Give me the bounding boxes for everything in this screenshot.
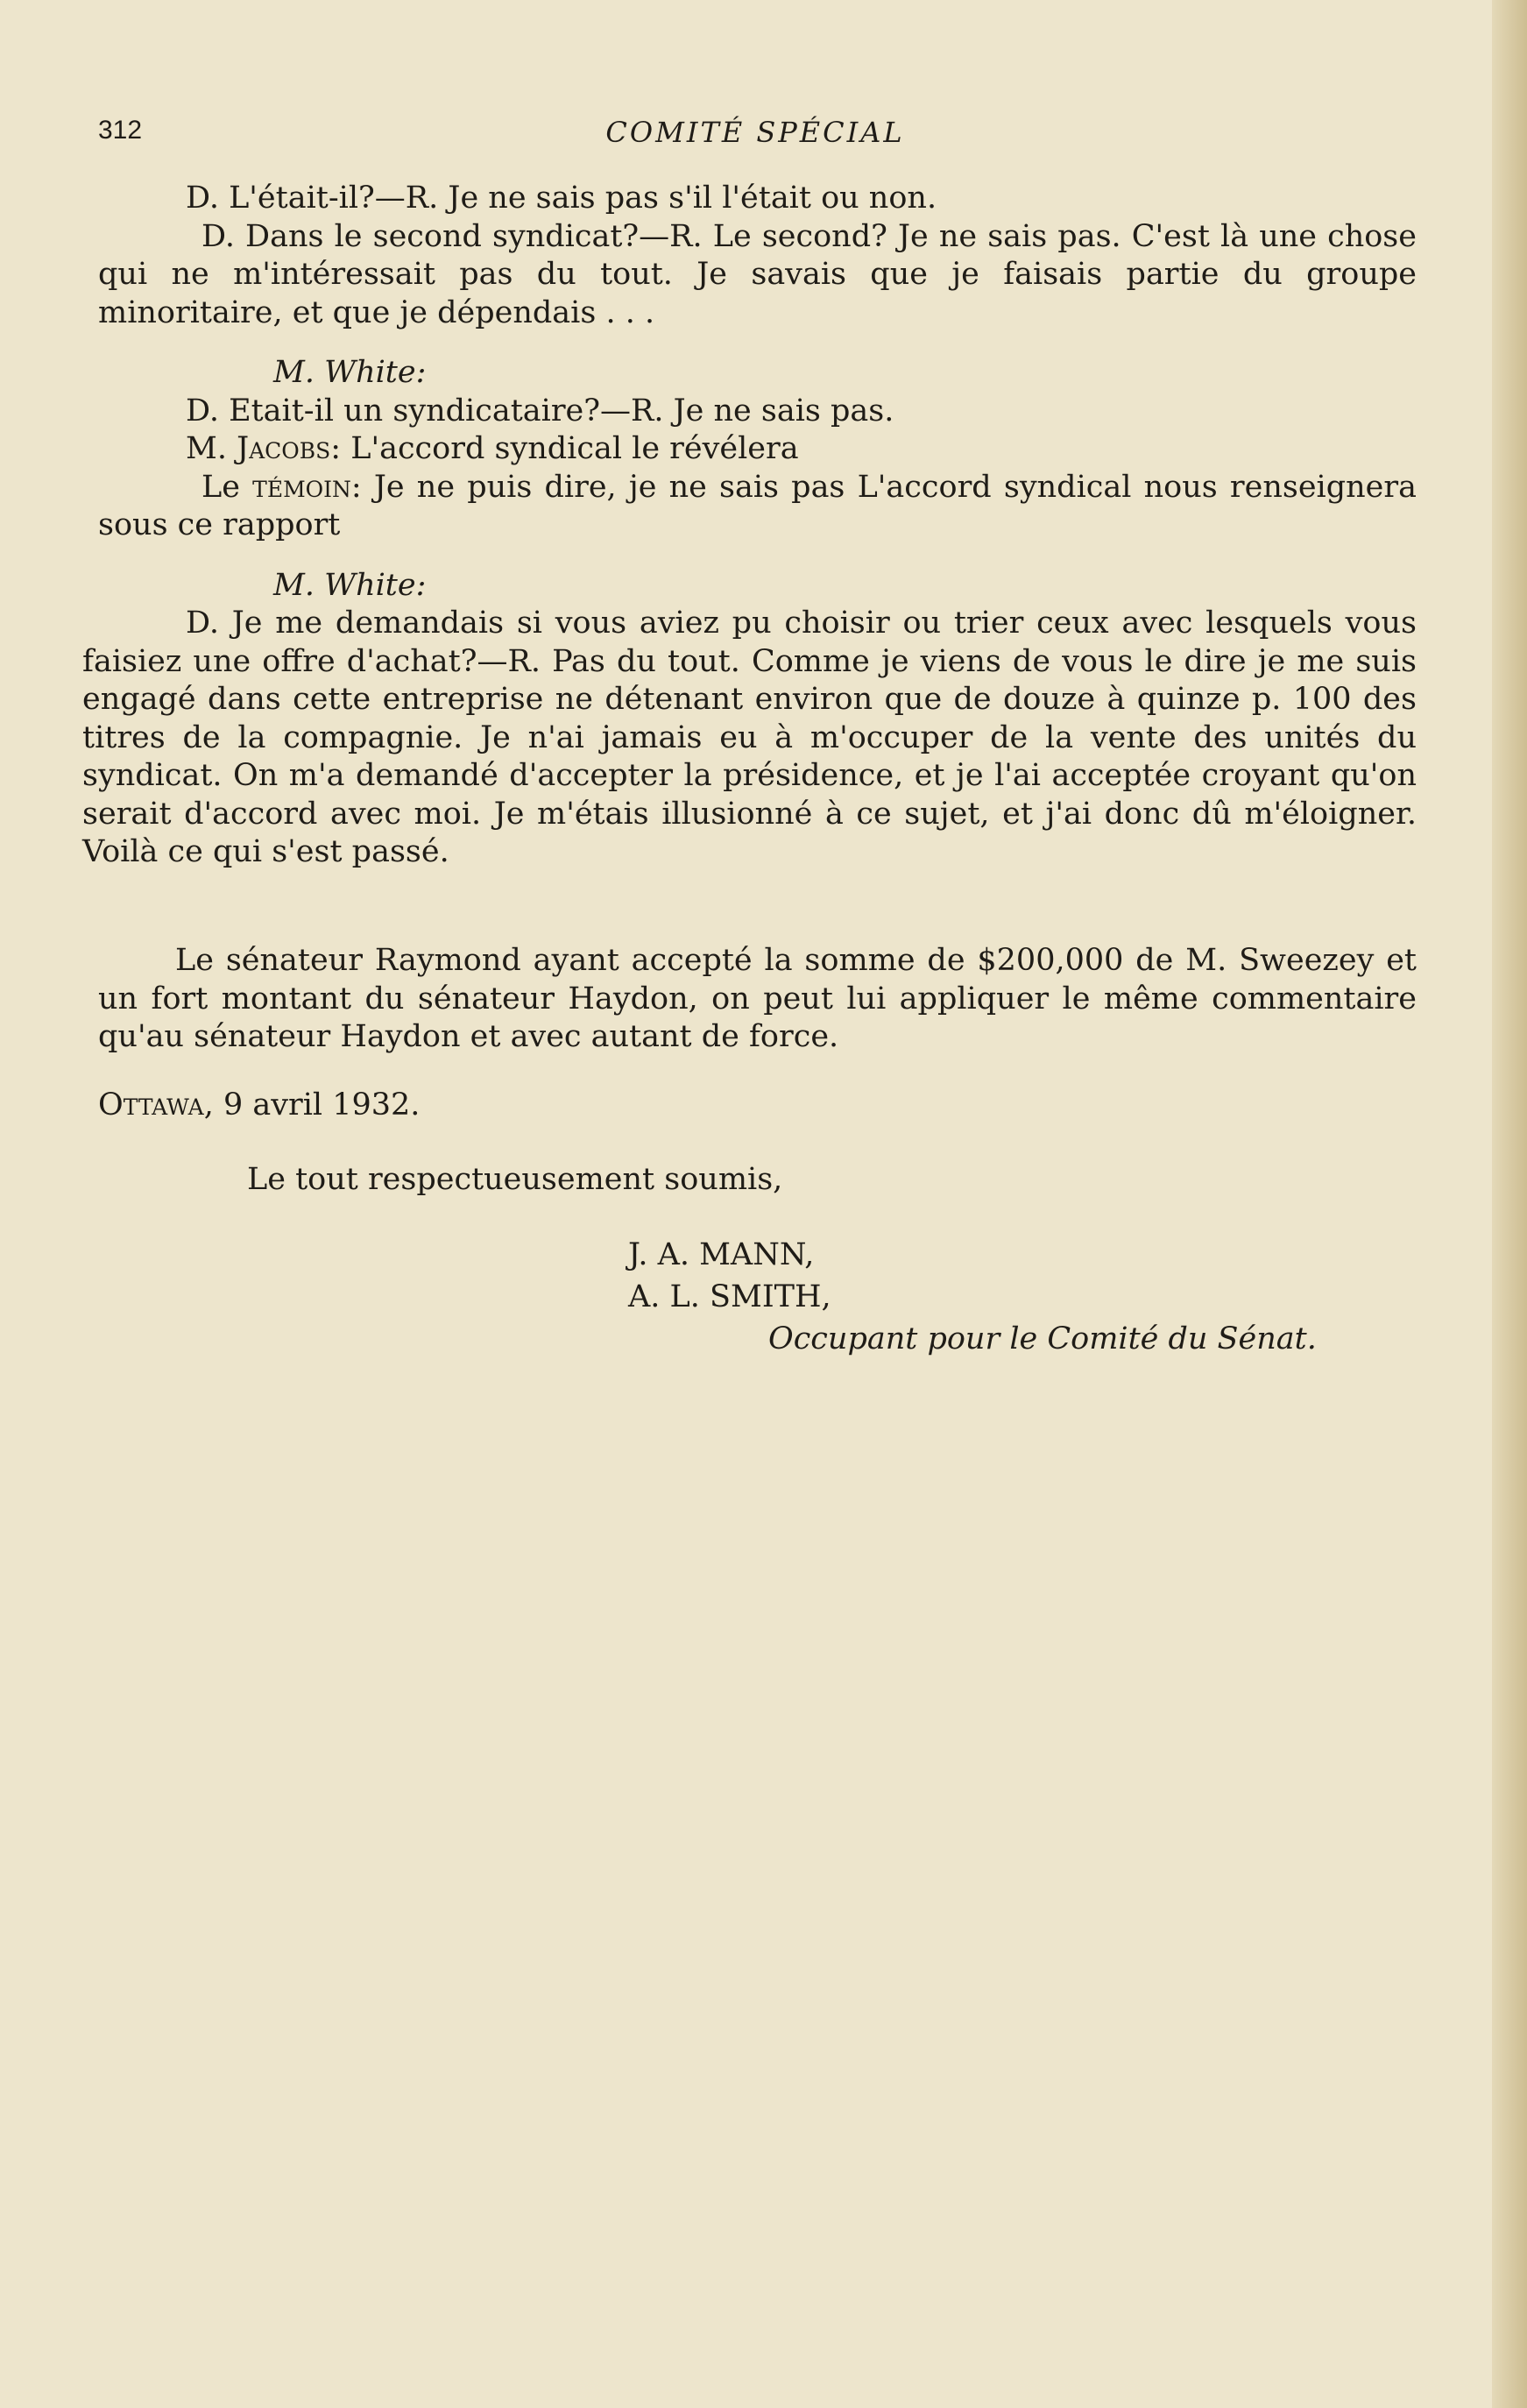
witness-remark-text: : Je ne puis dire, je ne sais pas L'accord syndical nous renseignera sous ce rapport: [98, 469, 1417, 542]
question-answer-3: D. Etait-il un syndicataire?—R. Je ne sais pas.: [186, 393, 894, 428]
question-answer-2-text: D. Dans le second syndicat?—R. Le second? Je ne sais pas. C'est là une chose qui ne m'intéressait pas du tout. Je savais que je faisais partie du groupe minoritaire, et que je dépendais . . .: [98, 218, 1417, 330]
conclusion-paragraph: [98, 942, 1417, 1057]
page-number: 312: [98, 116, 143, 145]
running-title: COMITÉ SPÉCIAL: [605, 116, 905, 149]
signature-block: [628, 1234, 1317, 1360]
jacobs-remark-text: : L'accord syndical le révélera: [330, 431, 799, 466]
testimony-section: [82, 180, 1417, 872]
dateline: [98, 1087, 1417, 1125]
page-header: [98, 116, 1412, 159]
signer-smith: A. L. SMITH,: [628, 1279, 831, 1314]
speaker-witness: témoin: [252, 469, 351, 505]
examiner-heading-2: M. White:: [273, 567, 427, 603]
speaker-jacobs: M. Jacobs: [186, 431, 331, 466]
question-answer-2: [98, 218, 1417, 333]
dateline-date: , 9 avril 1932.: [203, 1087, 421, 1123]
closing-text: Le tout respectueusement soumis,: [247, 1162, 783, 1197]
question-answer-4: D. Je me demandais si vous aviez pu choisir ou trier ceux avec lesquels vous faisiez une offre d'achat?—R. Pas du tout. Comme je viens de vous le dire je me suis engagé dans cette entreprise ne détenant environ que de douze à quinze p. 100 des titres de la compagnie. Je n'ai jamais eu à m'occuper de la vente des unités du syndicat. On m'a demandé d'accepter la présidence, et je l'ai acceptée croyant qu'on serait d'accord avec moi. Je m'étais illusionné à ce sujet, et j'ai donc dû m'éloigner. Voilà ce qui s'est passé.: [82, 606, 1417, 869]
conclusion-text: Le sénateur Raymond ayant accepté la somme de $200,000 de M. Sweezey et un fort montant du sénateur Haydon, on peut lui appliquer le même commentaire qu'au sénateur Haydon et avec autant de force.: [98, 943, 1417, 1054]
jacobs-remark: [82, 430, 1417, 469]
witness-remark: [98, 469, 1417, 545]
signer-role: Occupant pour le Comité du Sénat.: [768, 1321, 1317, 1356]
dateline-place: Ottawa: [98, 1087, 204, 1123]
dateline-text: [98, 1087, 1417, 1125]
witness-prefix: Le: [201, 469, 253, 505]
examiner-heading-1: M. White:: [273, 355, 427, 390]
signer-mann: J. A. MANN,: [628, 1237, 815, 1272]
question-answer-1: D. L'était-il?—R. Je ne sais pas s'il l'était ou non.: [186, 181, 937, 216]
closing-line: [98, 1161, 1417, 1200]
page-edge-shadow: [1492, 0, 1527, 2408]
